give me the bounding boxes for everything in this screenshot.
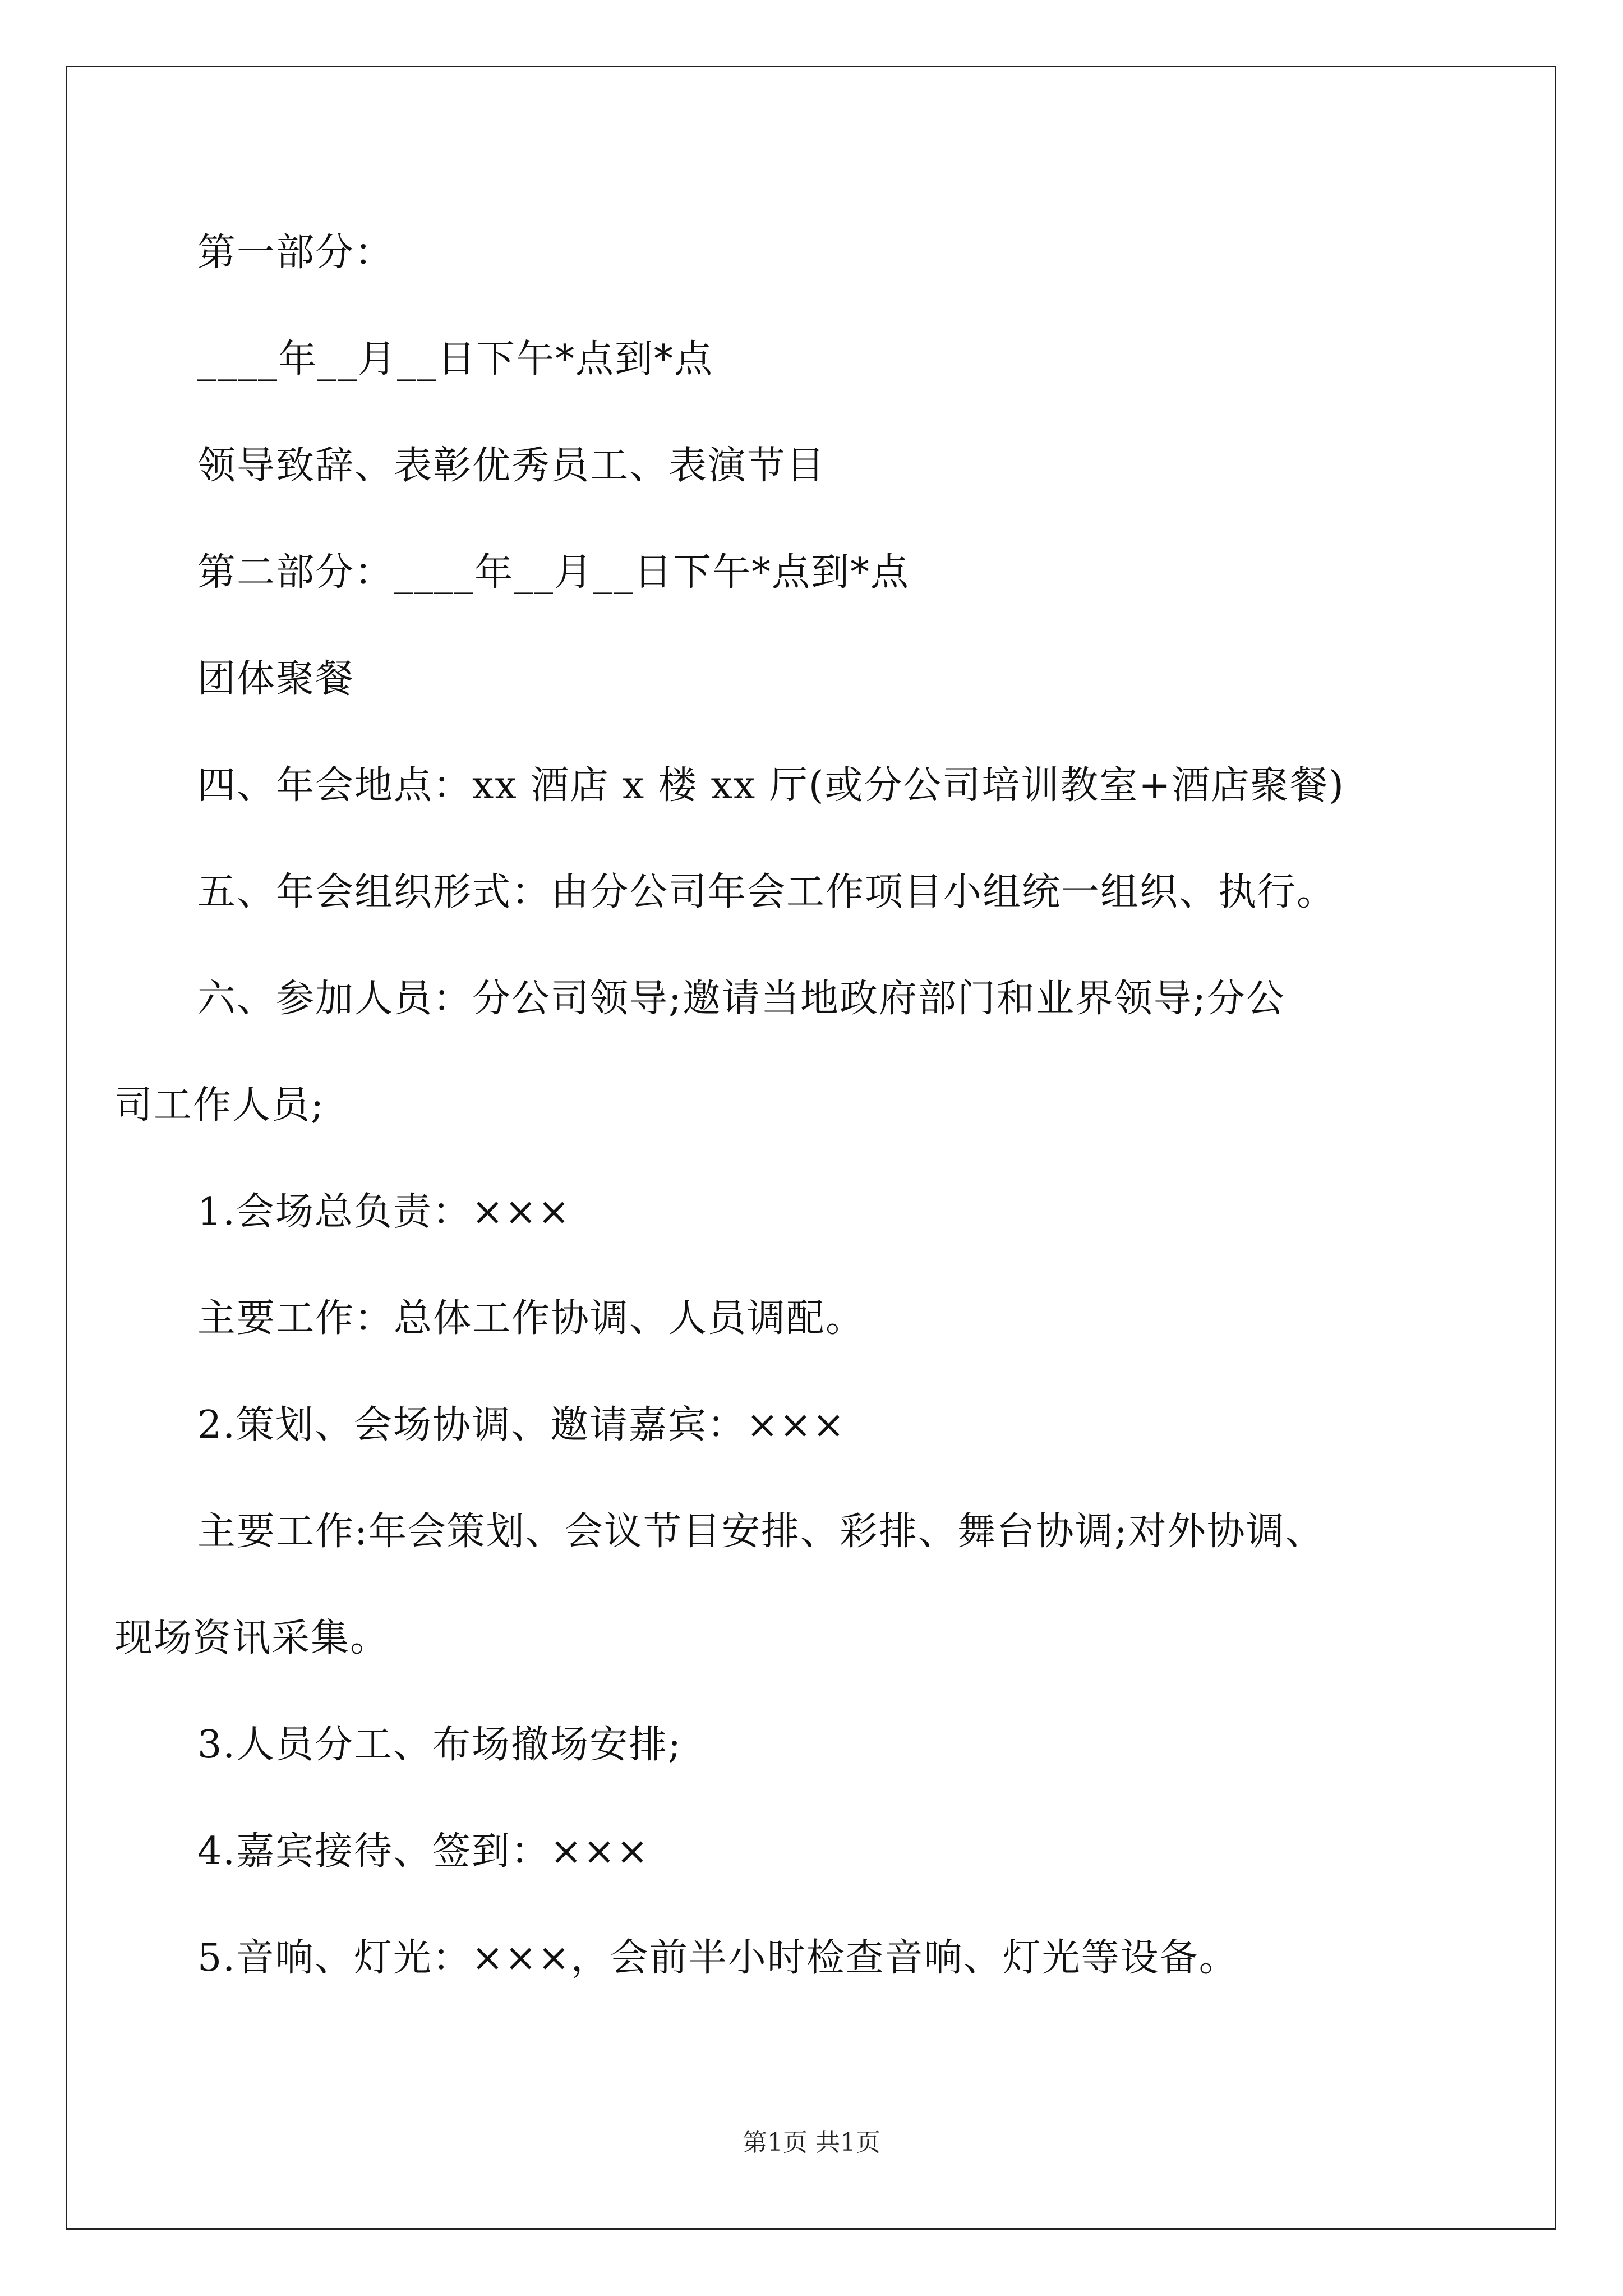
planning-duties-continued: 现场资讯采集。 [114, 1616, 390, 1660]
part-one-time: ____年__月__日下午*点到*点 [197, 337, 714, 381]
participants-line: 六、参加人员：分公司领导;邀请当地政府部门和业界领导;分公 [197, 977, 1285, 1021]
part-one-agenda: 领导致辞、表彰优秀员工、表演节目 [197, 444, 826, 488]
venue-line: 四、年会地点：xx 酒店 x 楼 xx 厅(或分公司培训教室+酒店聚餐) [197, 763, 1345, 808]
audio-lighting-line: 5.音响、灯光：×××，会前半小时检查音响、灯光等设备。 [197, 1936, 1238, 1980]
venue-manager-line: 1.会场总负责：××× [197, 1190, 571, 1234]
staffing-line: 3.人员分工、布场撤场安排; [197, 1723, 682, 1767]
organization-form-line: 五、年会组织形式：由分公司年会工作项目小组统一组织、执行。 [197, 870, 1336, 914]
page-border [66, 66, 1556, 2230]
planning-line: 2.策划、会场协调、邀请嘉宾：××× [197, 1403, 846, 1447]
part-two-agenda: 团体聚餐 [197, 657, 355, 701]
participants-line-continued: 司工作人员; [114, 1083, 325, 1128]
planning-duties: 主要工作:年会策划、会议节目安排、彩排、舞台协调;对外协调、 [197, 1510, 1325, 1554]
venue-manager-duties: 主要工作：总体工作协调、人员调配。 [197, 1296, 865, 1341]
guest-reception-line: 4.嘉宾接待、签到：××× [197, 1829, 649, 1874]
part-two-heading-time: 第二部分：____年__月__日下午*点到*点 [197, 550, 910, 595]
page-number: 第1页 共1页 [743, 2128, 880, 2157]
section-part-one-heading: 第一部分： [197, 231, 394, 275]
